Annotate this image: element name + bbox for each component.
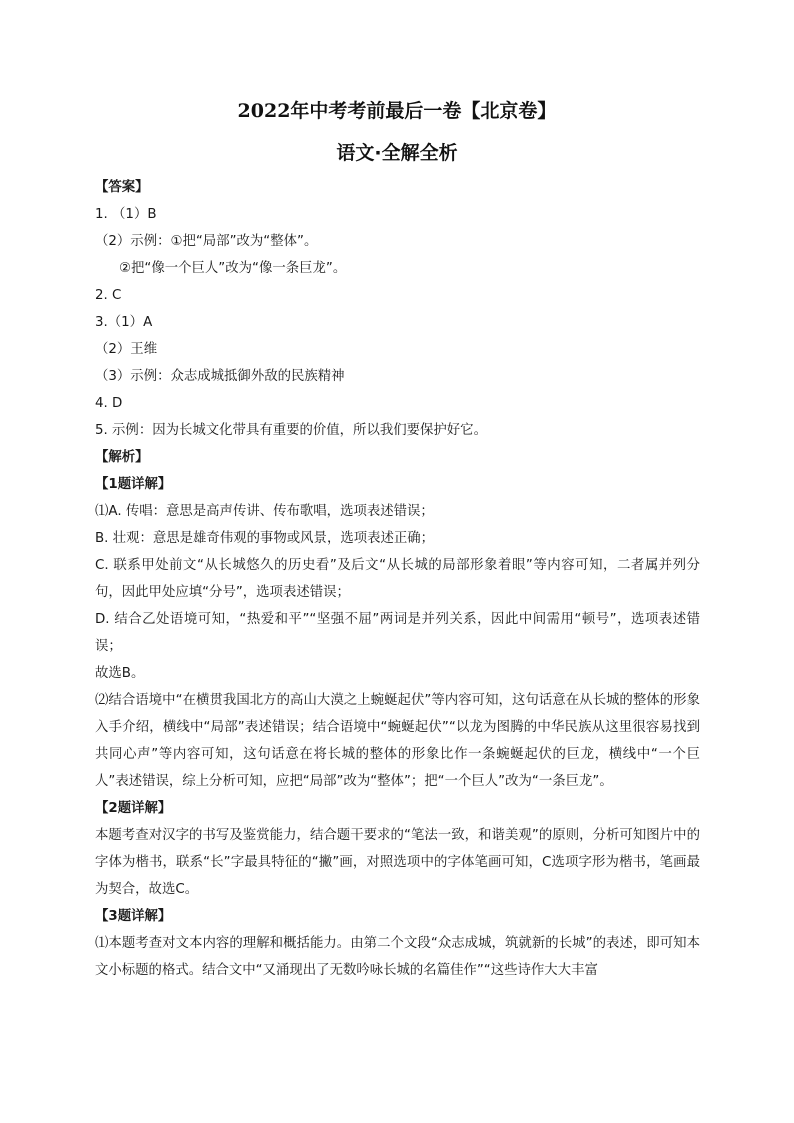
q3-paragraph: ⑴本题考查对文本内容的理解和概括能力。由第二个文段“众志成城，筑就新的长城”的表述，即可知本文小标题的格式。结合文中“又涌现出了无数吟咏长城的名篇佳作”“这些诗作大大丰富 bbox=[95, 936, 700, 978]
q2-heading: 【2题详解】 bbox=[95, 801, 172, 816]
analysis-heading: 【解析】 bbox=[95, 450, 149, 465]
q1-paragraph: 故选B。 bbox=[95, 666, 145, 681]
answers-heading: 【答案】 bbox=[95, 180, 149, 195]
q1-paragraph: ⑵结合语境中“在横贯我国北方的高山大漠之上蜿蜒起伏”等内容可知，这句话意在从长城的整体的形象入手介绍，横线中“局部”表述错误；结合语境中“蜿蜒起伏”“以龙为图腾的中华民族从这里很容易找到共同心声”等内容可知，这句话意在将长城的整体的形象比作一条蜿蜒起伏的巨龙，横线中“一个巨人”表述错误，综上分析可知，应把“局部”改为“整体”；把“一个巨人”改为“一条巨龙”。 bbox=[95, 693, 700, 789]
answer-line: 5. 示例：因为长城文化带具有重要的价值，所以我们要保护好它。 bbox=[95, 423, 487, 438]
q2-paragraph: 本题考查对汉字的书写及鉴赏能力，结合题干要求的“笔法一致，和谐美观”的原则，分析可知图片中的字体为楷书，联系“长”字最具特征的“撇”画，对照选项中的字体笔画可知，C选项字形为楷书，笔画最为契合，故选C。 bbox=[95, 828, 700, 897]
q1-paragraph: D. 结合乙处语境可知，“热爱和平”“坚强不屈”两词是并列关系，因此中间需用“顿号”，选项表述错误； bbox=[95, 612, 700, 654]
q1-heading: 【1题详解】 bbox=[95, 477, 172, 492]
page-subtitle: 语文·全解全析 bbox=[336, 142, 458, 164]
answer-line: （3）示例：众志成城抵御外敌的民族精神 bbox=[95, 369, 345, 384]
page-title: 2022年中考考前最后一卷【北京卷】 bbox=[237, 100, 557, 122]
document-body bbox=[95, 174, 700, 984]
answer-line: 1. （1）B bbox=[95, 207, 157, 222]
q1-paragraph: C. 联系甲处前文“从长城悠久的历史看”及后文“从长城的局部形象着眼”等内容可知，二者属并列分句，因此甲处应填“分号”，选项表述错误； bbox=[95, 558, 700, 600]
answer-line: （2）示例：①把“局部”改为“整体”。 bbox=[95, 234, 318, 249]
q1-paragraph: ⑴A. 传唱：意思是高声传讲、传布歌唱，选项表述错误； bbox=[95, 504, 434, 519]
answer-line: 4. D bbox=[95, 396, 123, 411]
answer-line: （2）王维 bbox=[95, 342, 158, 357]
answer-line: 3.（1）A bbox=[95, 315, 153, 330]
answer-line: 2. C bbox=[95, 288, 122, 303]
q1-paragraph: B. 壮观：意思是雄奇伟观的事物或风景，选项表述正确； bbox=[95, 531, 435, 546]
q3-heading: 【3题详解】 bbox=[95, 909, 172, 924]
answer-line: ②把“像一个巨人”改为“像一条巨龙”。 bbox=[119, 261, 347, 276]
